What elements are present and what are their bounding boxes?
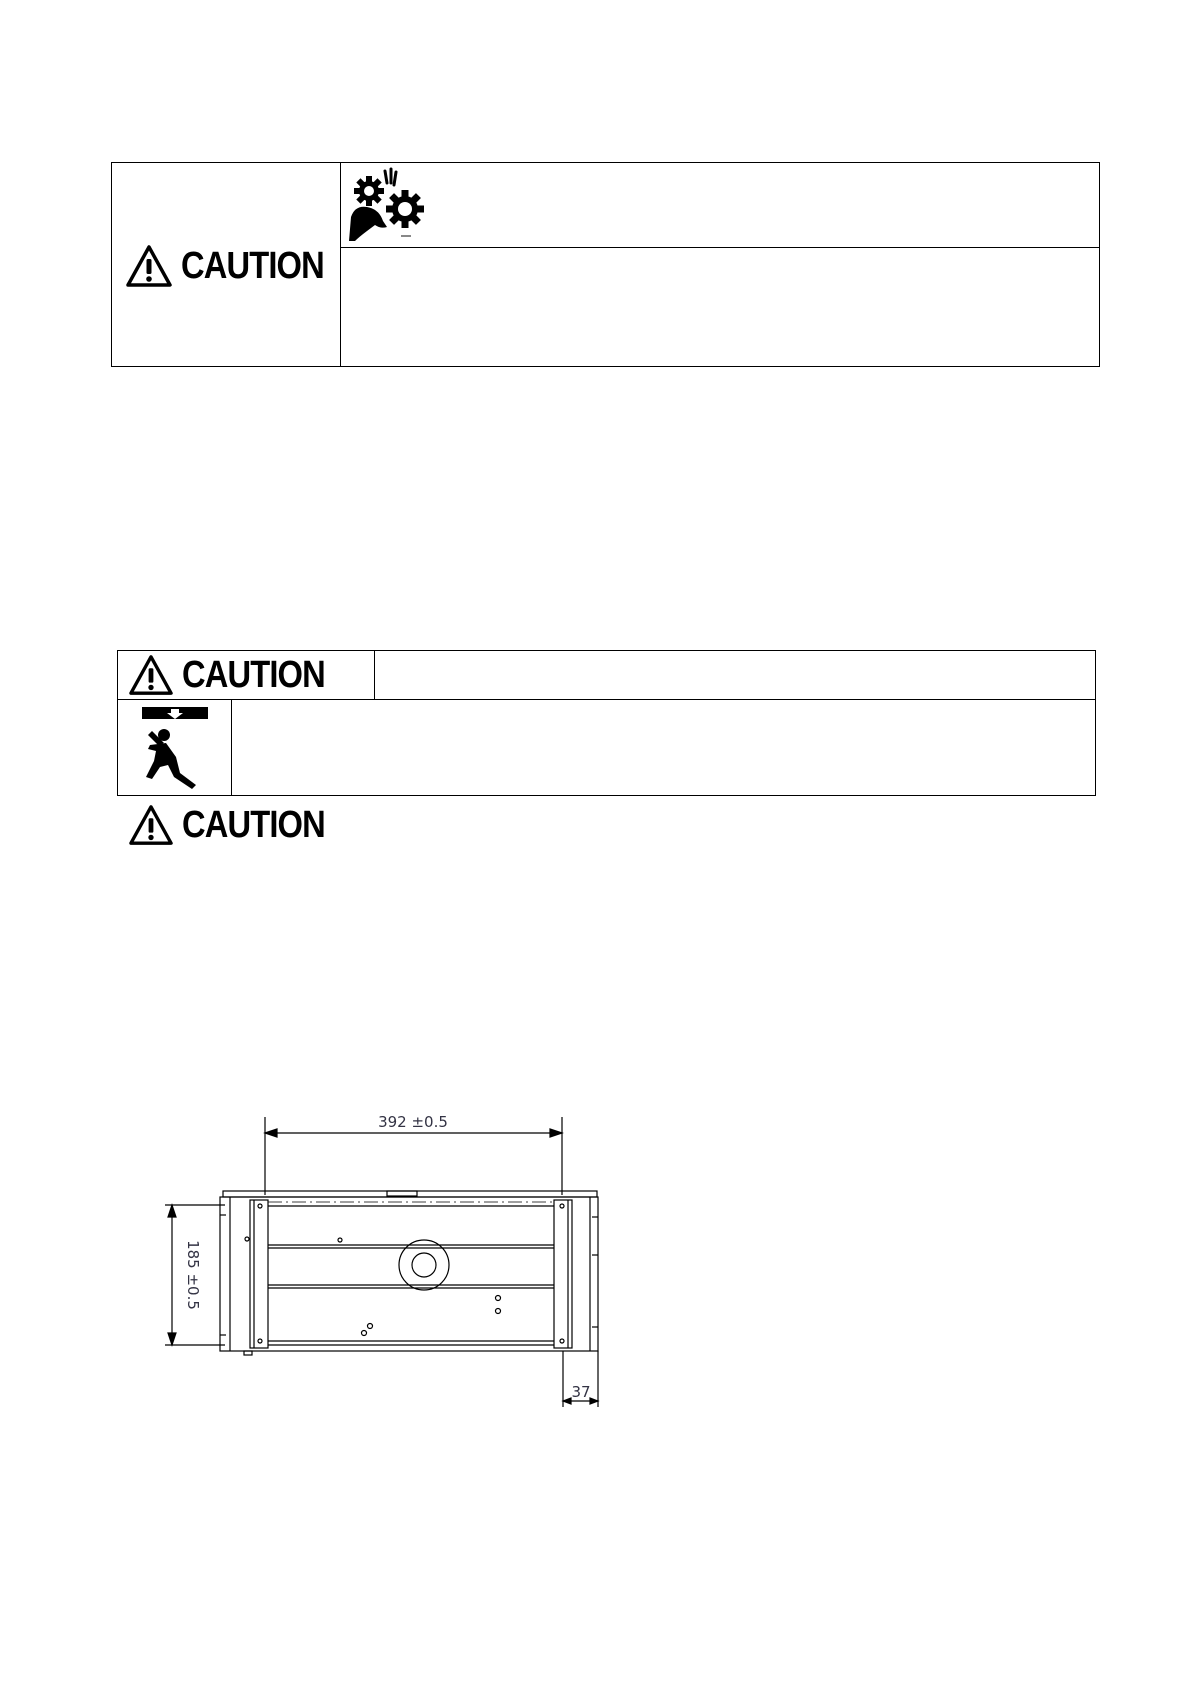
caution-text: CAUTION — [182, 804, 325, 846]
warning-triangle-icon — [125, 243, 173, 289]
width-dimension-label: 392 ±0.5 — [378, 1113, 448, 1131]
caution-text: CAUTION — [181, 245, 324, 287]
gear-entanglement-icon — [347, 167, 427, 243]
technical-drawing — [150, 1105, 620, 1415]
warning-triangle-icon — [128, 803, 174, 847]
caution-text: CAUTION — [182, 654, 325, 696]
caution-label-standalone — [128, 803, 348, 847]
caution-label — [125, 243, 347, 289]
caution-table-entanglement — [111, 162, 1100, 367]
table-divider-horizontal — [118, 699, 1095, 700]
caution-table-falling-objects — [117, 650, 1096, 796]
table-divider-vertical-top — [374, 651, 375, 699]
table-divider-vertical-bottom — [231, 699, 232, 795]
offset-dimension-label: 37 — [571, 1383, 591, 1401]
height-dimension-label: 185 ±0.5 — [184, 1240, 202, 1310]
falling-object-icon — [136, 705, 216, 791]
table-divider-horizontal — [340, 247, 1099, 248]
warning-triangle-icon — [128, 653, 174, 697]
caution-label — [128, 653, 348, 697]
